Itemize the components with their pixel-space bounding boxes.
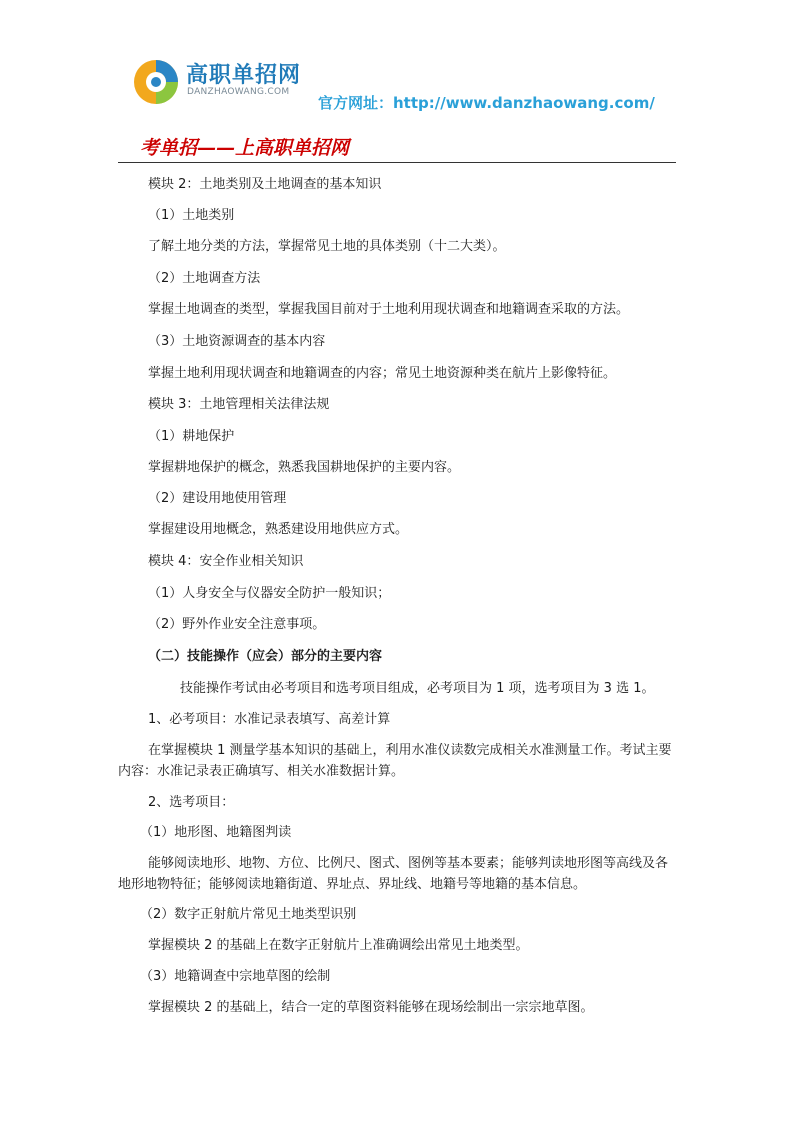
site-url-link[interactable]: 官方网址：http://www.danzhaowang.com/ xyxy=(318,94,655,112)
module-3-title: 模块 3：土地管理相关法律法规 xyxy=(148,397,330,412)
m2-item-1-title: （1）土地类别 xyxy=(148,208,235,223)
optional-3-title: （3）地籍调查中宗地草图的绘制 xyxy=(140,969,331,984)
logo-name: 高职单招网 xyxy=(186,63,302,88)
optional-2-text: 掌握模块 2 的基础上在数字正射航片上准确调绘出常见土地类型。 xyxy=(148,938,529,953)
m3-item-2-title: （2）建设用地使用管理 xyxy=(148,491,287,506)
optional-1-title: （1）地形图、地籍图判读 xyxy=(140,825,292,840)
header-slogan: 考单招——上高职单招网 xyxy=(140,137,350,159)
required-item-title: 1、必考项目：水准记录表填写、高差计算 xyxy=(148,712,391,727)
m4-item-1: （1）人身安全与仪器安全防护一般知识； xyxy=(148,586,391,601)
m2-item-3-text: 掌握土地利用现状调查和地籍调查的内容；常见土地资源种类在航片上影像特征。 xyxy=(148,366,617,381)
m4-item-2: （2）野外作业安全注意事项。 xyxy=(148,617,326,632)
required-item-text: 在掌握模块 1 测量学基本知识的基础上，利用水准仪读数完成相关水准测量工作。考试主要内容：水准记录表正确填写、相关水准数据计算。 xyxy=(118,743,672,779)
m3-item-2-text: 掌握建设用地概念，熟悉建设用地供应方式。 xyxy=(148,522,409,537)
optional-3-text: 掌握模块 2 的基础上，结合一定的草图资料能够在现场绘制出一宗宗地草图。 xyxy=(148,1000,594,1015)
logo-domain: DANZHAOWANG.COM xyxy=(187,87,290,97)
section-2-intro: 技能操作考试由必考项目和选考项目组成，必考项目为 1 项，选考项目为 3 选 1。 xyxy=(180,681,655,696)
m3-item-1-text: 掌握耕地保护的概念，熟悉我国耕地保护的主要内容。 xyxy=(148,460,461,475)
m2-item-2-title: （2）土地调查方法 xyxy=(148,271,261,286)
module-2-title: 模块 2：土地类别及土地调查的基本知识 xyxy=(148,177,382,192)
m2-item-3-title: （3）土地资源调查的基本内容 xyxy=(148,334,326,349)
m3-item-1-title: （1）耕地保护 xyxy=(148,429,235,444)
m2-item-1-text: 了解土地分类的方法，掌握常见土地的具体类别（十二大类）。 xyxy=(148,239,506,254)
optional-2-title: （2）数字正射航片常见土地类型识别 xyxy=(140,907,357,922)
optional-1-text: 能够阅读地形、地物、方位、比例尺、图式、图例等基本要素；能够判读地形图等高线及各地形地物特征；能够阅读地籍街道、界址点、界址线、地籍号等地籍的基本信息。 xyxy=(118,856,669,892)
section-2-title: （二）技能操作（应会）部分的主要内容 xyxy=(148,649,383,664)
module-4-title: 模块 4：安全作业相关知识 xyxy=(148,554,304,569)
m2-item-2-text: 掌握土地调查的类型，掌握我国目前对于土地利用现状调查和地籍调查采取的方法。 xyxy=(148,302,630,317)
optional-items-title: 2、选考项目： xyxy=(148,795,235,810)
